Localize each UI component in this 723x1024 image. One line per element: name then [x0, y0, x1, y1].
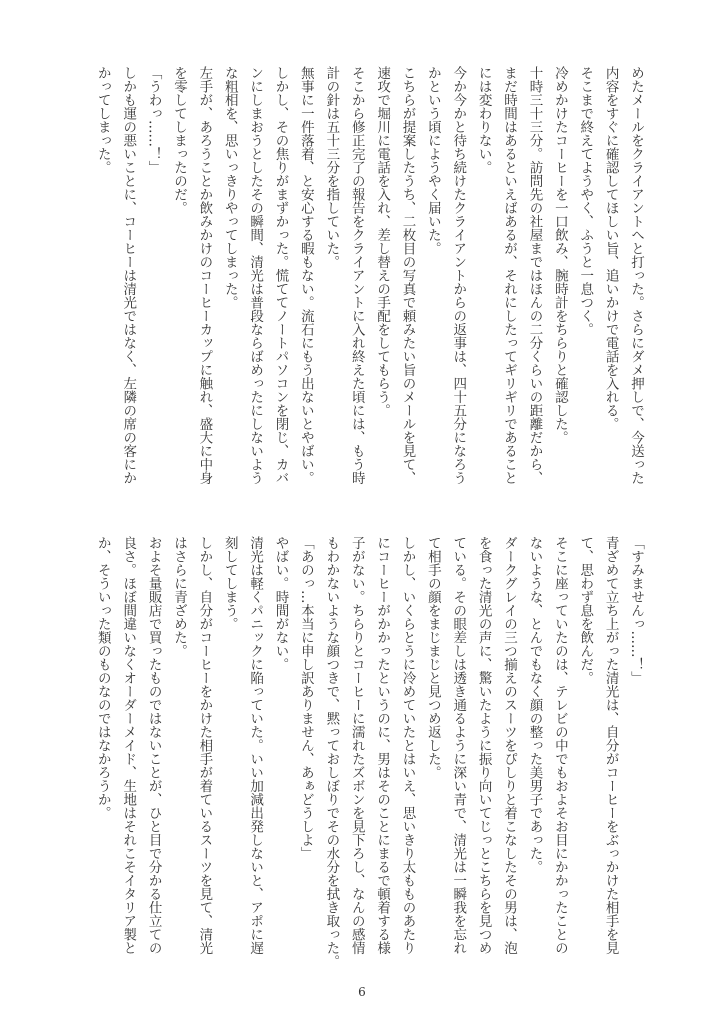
text-line: ている。その眼差しは透き通るように深い青で、清光は一瞬我を忘れ: [450, 536, 467, 955]
text-line: しかし、その焦りがまずかった。慌ててノートパソコンを閉じ、カバ: [272, 66, 289, 485]
text-line: 青ざめて立ち上がった清光は、自分がコーヒーをぶっかけた相手を見: [602, 536, 619, 955]
text-line: を食った清光の声に、驚いたように振り向いてじっとこちらを見つめ: [475, 536, 492, 955]
text-line: はさらに青ざめた。: [170, 536, 187, 658]
upper-text-block: [89, 66, 648, 491]
text-line: およそ量販店で買ったものではないことが、ひと目で分かる仕立ての: [145, 536, 162, 955]
text-line: て相手の顔をまじまじと見つめ返した。: [424, 536, 441, 779]
text-line: めたメールをクライアントへと打った。さらにダメ押しで、今送った: [628, 66, 644, 485]
text-line: 内容をすぐに確認してほしい旨、追いかけで電話を入れる。: [602, 66, 619, 431]
page-number: 6: [358, 985, 366, 999]
text-line: 刻してしまう。: [221, 536, 238, 631]
text-line: ンにしまおうとしたその瞬間、清光は普段ならばめったにしないよう: [247, 66, 264, 485]
text-line: ないような、とんでもなく顔の整った美男子であった。: [526, 536, 543, 874]
text-line: 冷めかけたコーヒーを一口飲み、腕時計をちらりと確認した。: [551, 66, 568, 444]
text-line: 良さ。ほぼ間違いなくオーダーメイド、生地はそれこそイタリア製と: [120, 536, 137, 955]
text-line: 無事に一件落着、と安心する暇もない。流石にもう出ないとやばい。: [297, 66, 314, 485]
text-line: もわかないような顔つきで、黙っておしぼりでその水分を拭き取った。: [323, 536, 340, 968]
text-line: 計の針は五十三分を指していた。: [323, 66, 340, 269]
text-line: 「うわっ……！」: [145, 66, 162, 174]
text-line: な粗相を、思いっきりやってしまった。: [221, 66, 238, 309]
text-line: まだ時間はあるといえばあるが、それにしたってギリギリであること: [501, 66, 518, 485]
text-line: ダークグレイの三つ揃えのスーツをぴしりと着こなしたその男は、泡: [501, 536, 518, 955]
text-line: を零してしまったのだ。: [170, 66, 187, 215]
text-line: 「あのっ…本当に申し訳ありません、あぁどうしよ」: [297, 536, 314, 860]
text-line: そこから修正完了の報告をクライアントに入れ終えた頃には、もう時: [348, 66, 365, 485]
text-line: かという頃にようやく届いた。: [424, 66, 441, 255]
text-line: 左手が、あろうことか飲みかけのコーヒーカップに触れ、盛大に中身: [196, 66, 213, 485]
text-line: しかも運の悪いことに、コーヒーは清光ではなく、左隣の席の客にか: [120, 66, 137, 485]
text-line: にコーヒーがかかったというのに、男はそのことにまるで頓着する様: [374, 536, 391, 955]
lower-text-block: [89, 536, 648, 968]
text-line: 清光は軽くパニックに陥っていた。いい加減出発しないと、アポに遅: [247, 536, 264, 955]
text-line: か、そういった類のものなのではなかろうか。: [94, 536, 111, 820]
text-line: 十時三十三分。訪問先の社屋まではほんの二分くらいの距離だから、: [526, 66, 543, 485]
text-line: 速攻で堀川に電話を入れ、差し替えの手配をしてもらう。: [374, 66, 391, 417]
text-line: しかし、自分がコーヒーをかけた相手が着ているスーツを見て、清光: [196, 536, 213, 955]
text-line: そこまで終えてようやく、ふうと一息つく。: [577, 66, 594, 336]
text-line: しかし、いくらとうに冷めていたとはいえ、思いきり太もものあたり: [399, 536, 416, 955]
text-line: 子がない。ちらりとコーヒーに濡れたズボンを見下ろし、なんの感情: [348, 536, 365, 955]
text-line: て、思わず息を飲んだ。: [577, 536, 594, 685]
text-line: こちらが提案したうち、二枚目の写真で頼みたい旨のメールを見て、: [399, 66, 416, 485]
text-line: そこに座っていたのは、テレビの中でもおよそお目にかかったことの: [551, 536, 568, 955]
text-line: やばい。時間がない。: [272, 536, 289, 671]
text-line: かってしまった。: [94, 66, 111, 174]
text-line: 「すみませんっ……！」: [628, 536, 644, 685]
text-line: 今か今かと待ち続けたクライアントからの返事は、四十五分になろう: [450, 66, 467, 485]
text-line: には変わりない。: [475, 66, 492, 174]
